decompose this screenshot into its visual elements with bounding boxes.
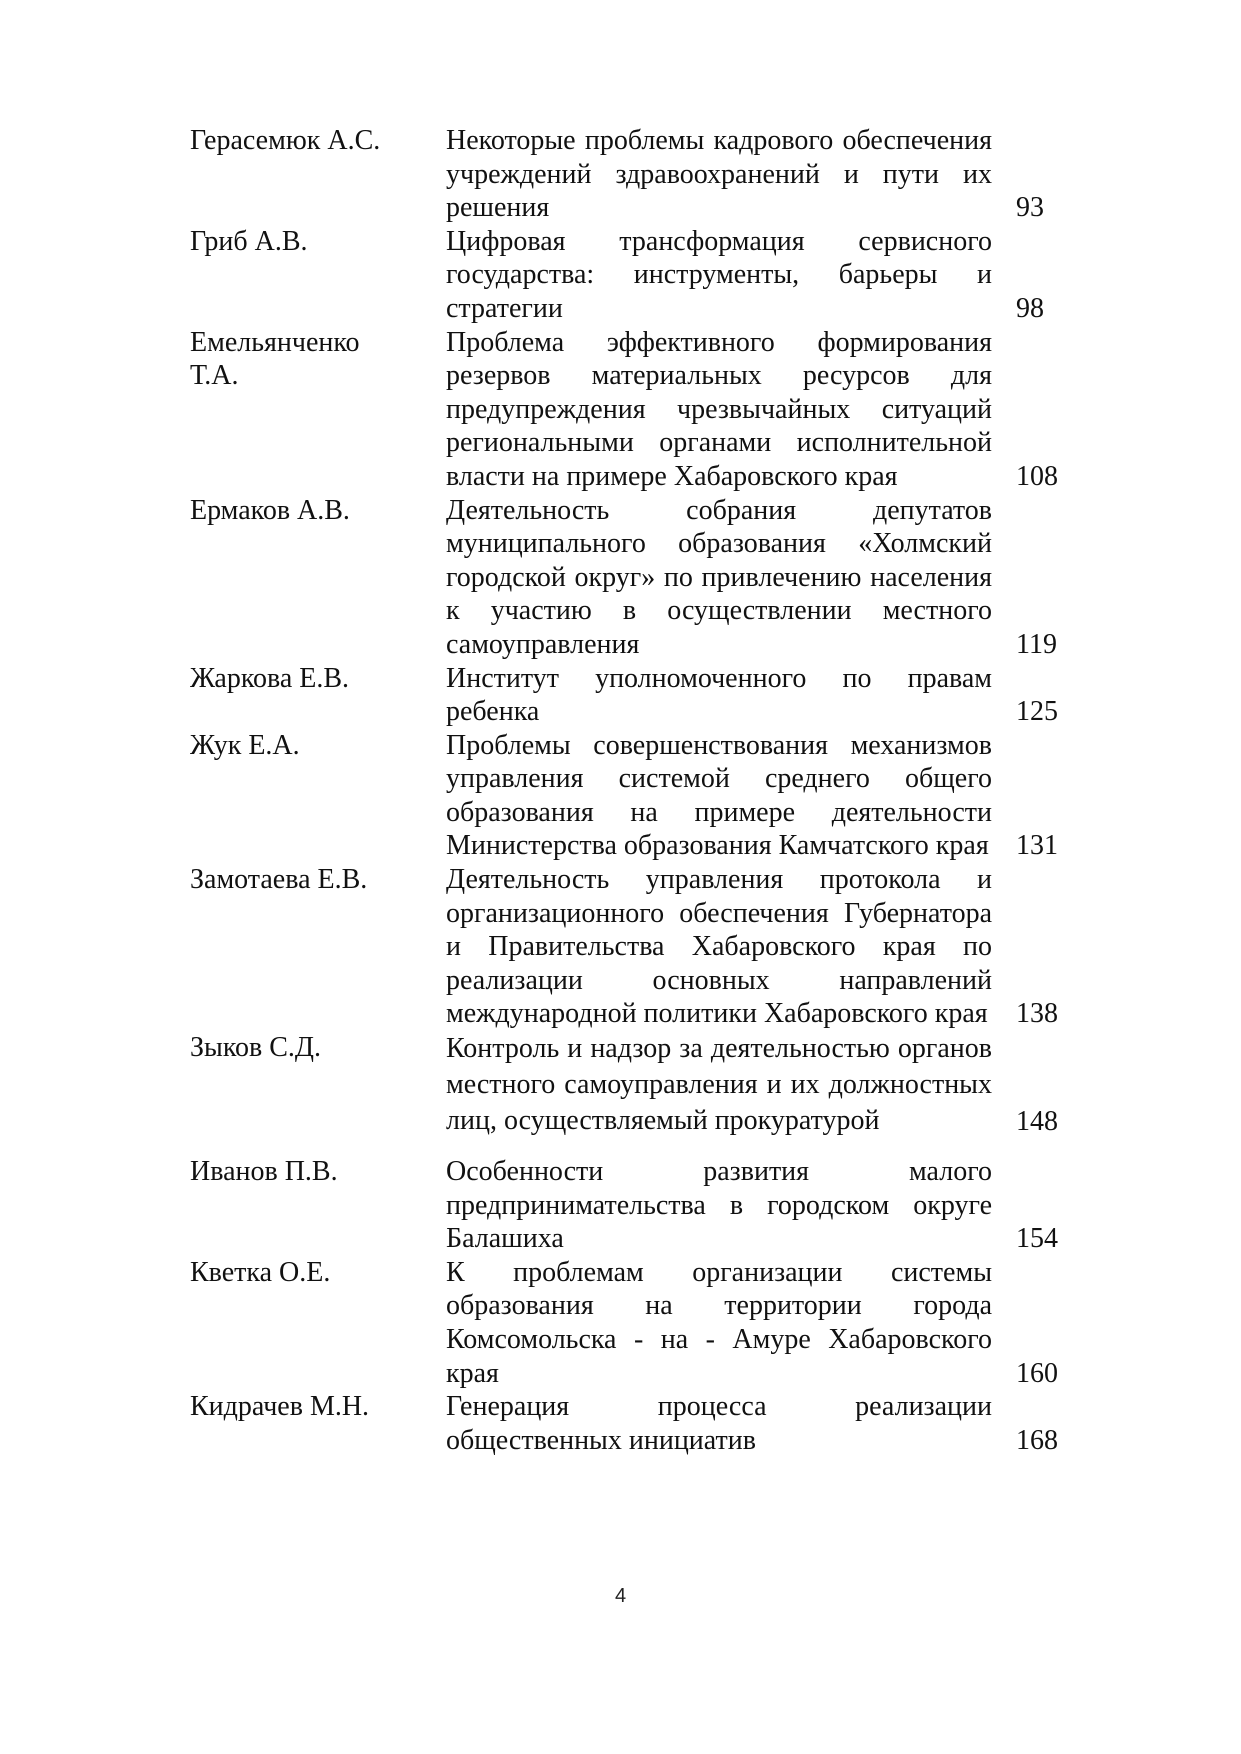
toc-title: Деятельность управления протокола и организационного обеспечения Губернатора и Правительства Хабаровского края по реализации основных направлений международной политики Хабаровского края	[446, 864, 992, 1030]
toc-entry	[190, 1155, 1070, 1256]
toc-page: 125	[1016, 696, 1058, 728]
toc-author: Зыков С.Д.	[190, 1032, 322, 1064]
toc-page: 168	[1016, 1424, 1058, 1456]
toc-author: Герасемюк А.С.	[190, 125, 381, 156]
toc-page: 98	[1016, 292, 1044, 324]
toc-title: Проблема эффективного формирования резервов материальных ресурсов для предупреждения чрезвычайных ситуаций региональными органами исполнительной власти на примере Хабаровского края	[446, 326, 992, 492]
toc-title: Особенности развития малого предпринимательства в городском округе Балашиха	[446, 1156, 992, 1255]
toc-page: 154	[1016, 1223, 1058, 1255]
toc-title: Цифровая трансформация сервисного государства: инструменты, барьеры и стратегии	[446, 225, 992, 324]
toc-author: Емельянченко Т.А.	[190, 326, 360, 392]
toc-title: К проблемам организации системы образования на территории города Комсомольска - на - Амуре Хабаровского края	[446, 1256, 992, 1389]
toc-author: Кидрачев М.Н.	[190, 1391, 370, 1423]
toc-page: 119	[1016, 628, 1057, 660]
toc-title: Проблемы совершенствования механизмов управления системой среднего общего образования на примере деятельности Министерства образования Камчатского края	[446, 729, 992, 862]
toc-entry	[190, 494, 1070, 662]
toc-entry	[190, 1031, 1070, 1139]
toc-author: Жук Е.А.	[190, 729, 300, 761]
toc-title: Деятельность собрания депутатов муниципального образования «Холмский городской округ» по привлечению населения к участию в осуществлении местного самоуправления	[446, 494, 992, 660]
toc-page: 148	[1016, 1106, 1058, 1138]
toc-title: Генерация процесса реализации общественных инициатив	[446, 1391, 992, 1456]
toc-page: 93	[1016, 192, 1044, 224]
toc-entry	[190, 1256, 1070, 1390]
toc-author: Иванов П.В.	[190, 1156, 338, 1188]
toc-page: 131	[1016, 830, 1058, 862]
toc-entry	[190, 729, 1070, 863]
toc-entry	[190, 124, 1070, 225]
toc-title: Некоторые проблемы кадрового обеспечения учреждений здравоохранений и пути их решения	[446, 125, 992, 224]
page-number: 4	[614, 1585, 627, 1607]
toc-page: 160	[1016, 1357, 1058, 1389]
toc-page: 108	[1016, 460, 1058, 492]
toc-entry	[190, 326, 1070, 494]
toc-entry	[190, 863, 1070, 1031]
toc-author: Гриб А.В.	[190, 225, 308, 257]
toc-author: Ермаков А.В.	[190, 494, 350, 526]
table-of-contents	[190, 124, 1070, 1457]
toc-entry	[190, 225, 1070, 326]
toc-title: Институт уполномоченного по правам ребенка	[446, 662, 992, 728]
toc-page: 138	[1016, 998, 1058, 1030]
toc-author: Кветка О.Е.	[190, 1256, 331, 1288]
toc-title: Контроль и надзор за деятельностью органов местного самоуправления и их должностных лиц, осуществляемый прокуратурой	[446, 1033, 992, 1137]
toc-entry	[190, 1390, 1070, 1457]
toc-author: Замотаева Е.В.	[190, 864, 368, 896]
toc-author: Жаркова Е.В.	[190, 662, 350, 694]
toc-entry	[190, 662, 1070, 729]
